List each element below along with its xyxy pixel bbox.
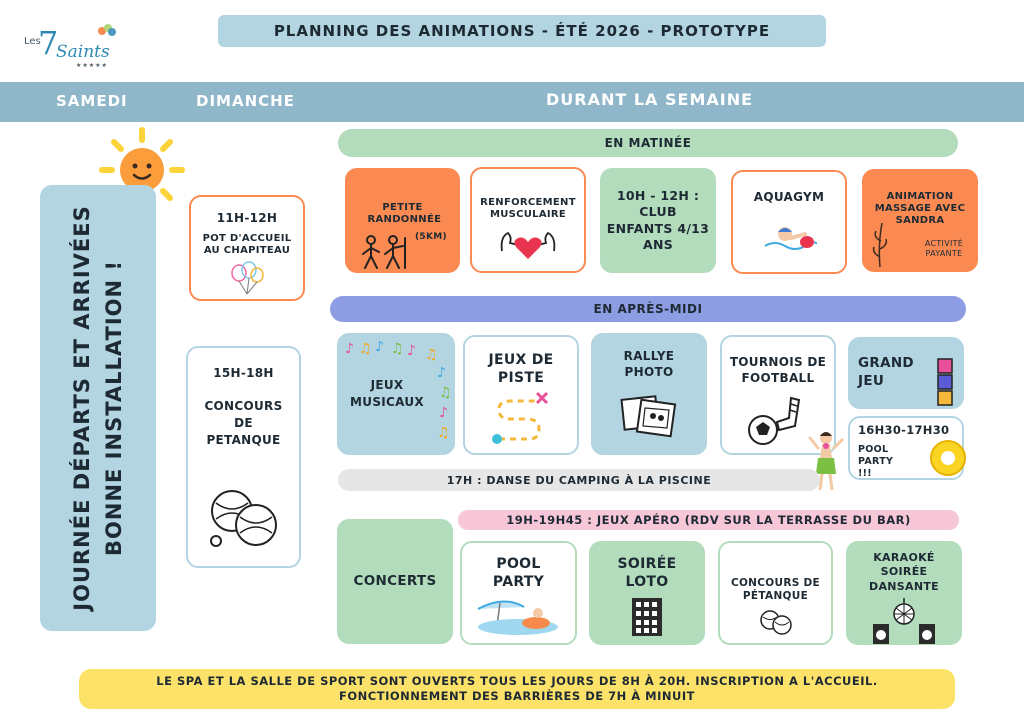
leaf-icon [870, 221, 890, 269]
header-bar [0, 82, 1024, 122]
svg-text:♫: ♫ [391, 341, 404, 357]
svg-text:♪: ♪ [345, 341, 355, 357]
logo [20, 18, 130, 72]
apres-card-grand-jeu [848, 337, 964, 409]
header-samedi: SAMEDI [56, 92, 128, 110]
svg-text:♫: ♫ [359, 341, 372, 357]
svg-text:♪: ♪ [375, 339, 385, 355]
soiree-card-petanque [718, 541, 833, 645]
photos-icon [617, 388, 681, 440]
jeux-piste-text: JEUX DE PISTE [488, 352, 554, 387]
logo-stars: ★★★★★ [76, 62, 108, 69]
danse-banner: 17H : DANSE DU CAMPING À LA PISCINE [338, 469, 820, 491]
loto-card-icon [631, 597, 663, 637]
dimanche-pot-time: 11H-12H [216, 211, 278, 225]
disco-speakers-icon [869, 598, 939, 644]
massage-text: ANIMATION MASSAGE AVEC SANDRA [874, 191, 966, 226]
hikers-icon [359, 234, 415, 270]
svg-text:♪: ♪ [407, 343, 417, 359]
dimanche-card-petanque [186, 346, 301, 568]
concerts-text: CONCERTS [353, 573, 437, 590]
football-icon [743, 392, 813, 448]
logo-seven: 7 [38, 24, 59, 62]
petanque-balls-icon [204, 481, 284, 551]
header-semaine: DURANT LA SEMAINE [546, 90, 754, 109]
muscle-heart-icon [498, 227, 558, 261]
balloons-icon [225, 261, 269, 295]
pool-float-icon [474, 593, 564, 637]
logo-saints: Saints [56, 42, 110, 62]
aquagym-text: AQUAGYM [753, 190, 825, 204]
apres-card-jeux-musicaux [337, 333, 455, 455]
matinee-card-club-enfants [600, 168, 716, 273]
matinee-card-aquagym [731, 170, 847, 274]
apero-banner: 19H-19H45 : JEUX APÉRO (RDV SUR LA TERRASSE DU BAR) [458, 510, 959, 530]
randonnee-sub: (5KM) [415, 232, 447, 242]
apres-card-rallye-photo [591, 333, 707, 455]
matinee-label: EN MATINÉE [338, 129, 958, 157]
pool-party-text: POOL PARTY !!! [858, 443, 894, 480]
svg-text:♫: ♫ [425, 347, 438, 363]
pool-party-time: 16H30-17H30 [858, 423, 950, 437]
soiree-pool-party-text: POOL PARTY [492, 556, 545, 591]
karaoke-text: KARAOKÉ SOIRÉE DANSANTE [869, 551, 939, 593]
jeux-musicaux-text: JEUX MUSICAUX [350, 378, 424, 409]
samedi-line1: JOURNÉE DÉPARTS ET ARRIVÉES [70, 205, 94, 611]
apres-midi-label: EN APRÈS-MIDI [330, 296, 966, 322]
footer-banner [79, 669, 955, 709]
matinee-card-massage [862, 169, 978, 272]
svg-text:♫: ♫ [439, 385, 452, 401]
randonnee-text: PETITE RANDONNÉE [367, 202, 442, 225]
swimmer-icon [761, 216, 817, 256]
club-enfants-text: 10H - 12H : CLUB ENFANTS 4/13 ANS [606, 188, 710, 252]
logo-flower-icon [96, 22, 118, 40]
svg-text:♪: ♪ [439, 405, 449, 421]
soiree-card-concerts [337, 519, 453, 644]
soiree-card-karaoke [846, 541, 962, 645]
footer-line1: LE SPA ET LA SALLE DE SPORT SONT OUVERTS TOUS LES JOURS DE 8H À 20H. INSCRIPTION A L'ACCUEIL. [156, 674, 878, 689]
header-dimanche: DIMANCHE [196, 92, 295, 110]
footer-line2: FONCTIONNEMENT DES BARRIÈRES DE 7H À MINUIT [339, 689, 695, 703]
rallye-photo-text: RALLYE PHOTO [623, 349, 675, 379]
soiree-petanque-text: CONCOURS DE PÉTANQUE [730, 577, 821, 602]
samedi-line2: BONNE INSTALLATION ! [102, 260, 126, 556]
apres-card-pool-party [848, 416, 964, 480]
apres-card-jeux-piste [463, 335, 579, 455]
petanque-small-icon [758, 608, 794, 636]
loto-text: SOIRÉE LOTO [617, 556, 677, 591]
dimanche-card-pot [189, 195, 305, 301]
dimanche-petanque-text: CONCOURS DE PETANQUE [204, 399, 283, 447]
page-title: PLANNING DES ANIMATIONS - ÉTÉ 2026 - PROTOTYPE [218, 15, 826, 47]
renforcement-text: RENFORCEMENT MUSCULAIRE [480, 197, 576, 220]
massage-sub: ACTIVITÉ PAYANTE [924, 239, 964, 258]
dimanche-petanque-time: 15H-18H [213, 366, 274, 380]
logo-les: Les [24, 36, 41, 47]
football-text: TOURNOIS DE FOOTBALL [729, 355, 827, 385]
svg-text:♫: ♫ [437, 425, 450, 441]
swim-ring-icon [928, 438, 968, 478]
music-notes-icon [343, 337, 453, 449]
samedi-text [53, 188, 143, 628]
matinee-card-randonnee [345, 168, 460, 273]
svg-text:♪: ♪ [437, 365, 447, 381]
grand-jeu-text: GRAND JEU [858, 355, 914, 389]
game-blocks-icon [936, 357, 956, 409]
treasure-map-icon [489, 389, 553, 447]
soiree-card-loto [589, 541, 705, 645]
soiree-card-pool-party [460, 541, 577, 645]
matinee-card-renforcement [470, 167, 586, 273]
dimanche-pot-text: POT D'ACCUEIL AU CHAPITEAU [202, 233, 292, 257]
